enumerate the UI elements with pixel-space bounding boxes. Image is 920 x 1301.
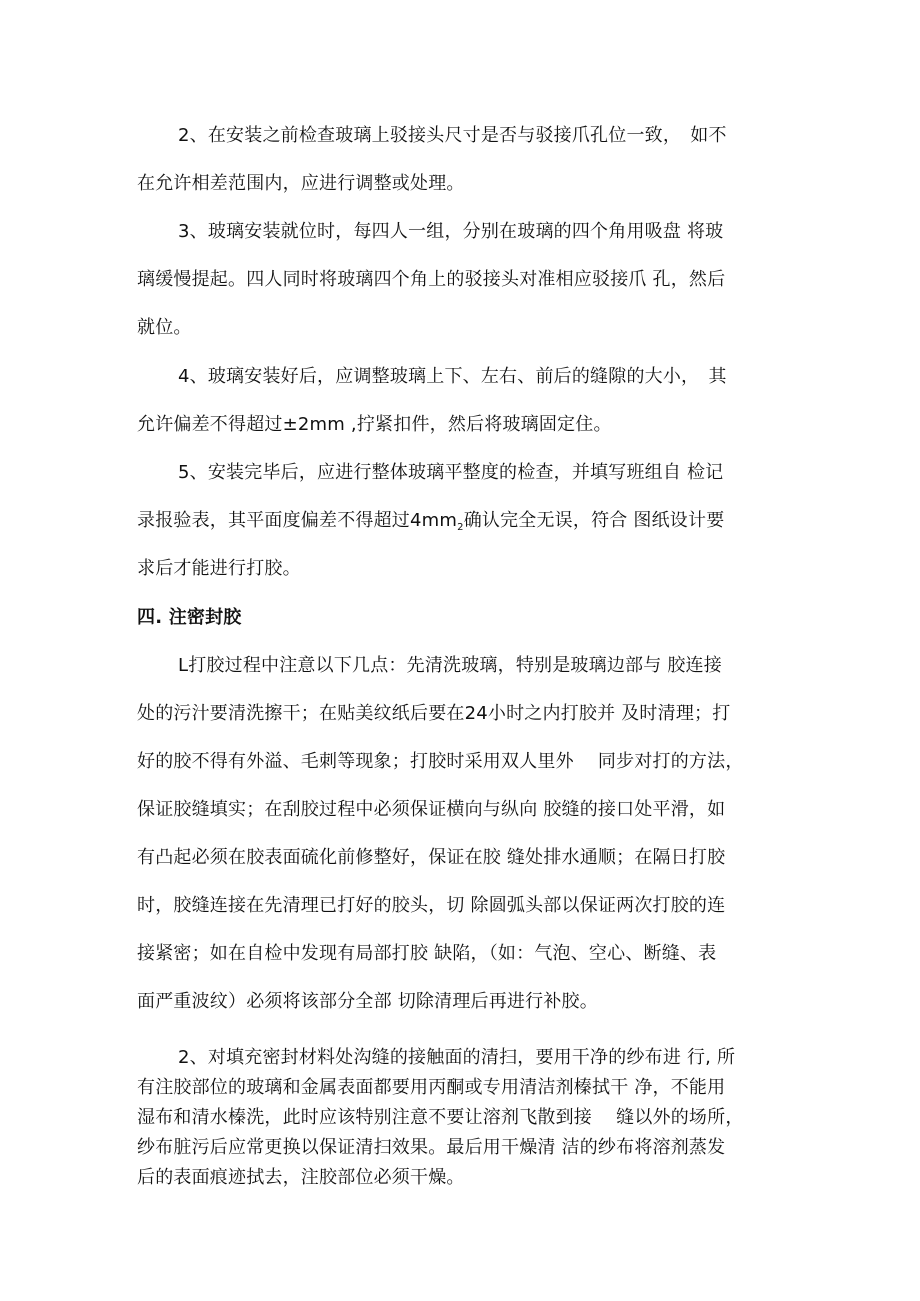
item5-line2-subscript: 2 (457, 522, 464, 533)
s4-p1-line5: 有凸起必须在胶表面硫化前修整好，保证在胶 缝处排水通顺；在隔日打胶 (137, 847, 726, 868)
s4-p2-line5: 后的表面痕迹拭去，注胶部位必须干燥。 (137, 1167, 465, 1188)
item5-line2-part-a: 录报验表，其平面度偏差不得超过4mm (137, 510, 458, 531)
s4-p1-line3: 好的胶不得有外溢、毛刺等现象；打胶时采用双人里外 同步对打的方法， (137, 751, 744, 772)
item3-line3: 就位。 (137, 317, 192, 338)
s4-p1-line7: 接紧密；如在自检中发现有局部打胶 缺陷，（如：气泡、空心、断缝、表 (137, 943, 717, 964)
s4-p1-line2: 处的污汁要清洗擦干；在贴美纹纸后要在24小时之内打胶并 及时清理；打 (137, 703, 731, 724)
s4-p1-line6: 时，胶缝连接在先清理已打好的胶头，切 除圆弧头部以保证两次打胶的连 (137, 895, 726, 916)
s4-p2-line2: 有注胶部位的玻璃和金属表面都要用丙酮或专用清洁剂榛拭干 净，不能用 (137, 1077, 726, 1098)
item5-line3: 求后才能进行打胶。 (137, 558, 301, 579)
s4-p2-line3: 湿布和清水榛洗，此时应该特别注意不要让溶剂飞散到接 缝以外的场所， (137, 1107, 744, 1128)
item2-line1: 2、在安装之前检查玻璃上驳接头尺寸是否与驳接爪孔位一致， 如不 (178, 125, 727, 146)
s4-p1-line1: L打胶过程中注意以下几点：先清洗玻璃，特别是玻璃边部与 胶连接 (178, 655, 722, 676)
s4-p1-line8: 面严重波纹）必须将该部分全部 切除清理后再进行补胶。 (137, 991, 598, 1012)
item4-line2: 允许偏差不得超过±2mm ,拧紧扣件，然后将玻璃固定住。 (137, 414, 612, 435)
s4-p1-line4: 保证胶缝填实；在刮胶过程中必须保证横向与纵向 胶缝的接口处平滑，如 (137, 799, 726, 820)
section-heading: 四. 注密封胶 (137, 607, 242, 628)
item2-line2: 在允许相差范围内，应进行调整或处理。 (137, 173, 465, 194)
item3-line2: 璃缓慢提起。四人同时将玻璃四个角上的驳接头对准相应驳接爪 孔，然后 (137, 269, 726, 290)
item5-line1: 5、安装完毕后，应进行整体玻璃平整度的检查，并填写班组自 检记 (178, 462, 724, 483)
s4-p2-line1: 2、对填充密封材料处沟缝的接触面的清扫，要用干净的纱布进 行, 所 (178, 1047, 736, 1068)
item4-line1: 4、玻璃安装好后，应调整玻璃上下、左右、前后的缝隙的大小， 其 (178, 366, 727, 387)
s4-p2-line4: 纱布脏污后应常更换以保证清扫效果。最后用干燥清 洁的纱布将溶剂蒸发 (137, 1137, 726, 1158)
item3-line1: 3、玻璃安装就位时，每四人一组，分别在玻璃的四个角用吸盘 将玻 (178, 221, 724, 242)
item5-line2-part-b: 确认完全无误，符合 图纸设计要 (463, 510, 725, 531)
item5-line2 (137, 509, 724, 540)
